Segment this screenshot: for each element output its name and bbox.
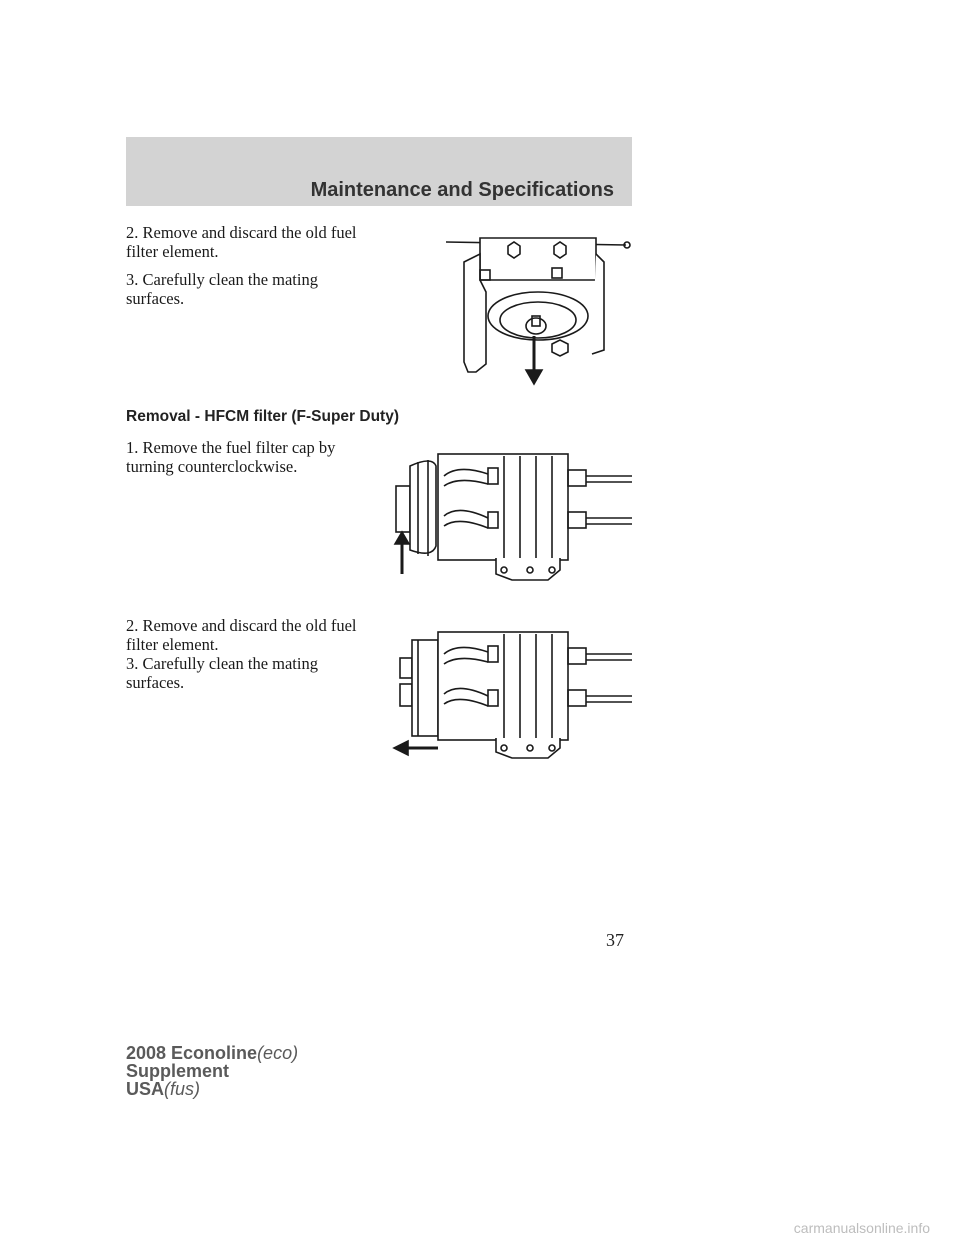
section-title: Maintenance and Specifications: [310, 179, 614, 201]
footer-market: USA: [126, 1079, 165, 1099]
hfcm-filter-cap-icon: [392, 446, 638, 586]
footer-market-code: (fus): [164, 1079, 201, 1099]
footer-model: 2008 Econoline: [126, 1043, 258, 1063]
footer-model-code: (eco): [257, 1043, 299, 1063]
watermark: carmanualsonline.info: [793, 1220, 930, 1236]
footer-supplement: Supplement: [126, 1061, 230, 1081]
step-3b-text: 3. Carefully clean the mating surfaces.: [126, 654, 318, 692]
subsection-heading: Removal - HFCM filter (F-Super Duty): [126, 408, 399, 425]
step-2-text: 2. Remove and discard the old fuel filter element.: [126, 223, 357, 261]
step-3-text: 3. Carefully clean the mating surfaces.: [126, 270, 318, 308]
fuel-filter-bottom-view-icon: [446, 232, 632, 388]
page-number: 37: [606, 930, 624, 950]
step-1-text: 1. Remove the fuel filter cap by turning counterclockwise.: [126, 438, 336, 476]
hfcm-filter-element-icon: [392, 626, 638, 770]
step-2b-text: 2. Remove and discard the old fuel filter element.: [126, 616, 357, 654]
section-header: [126, 137, 632, 206]
footer: [126, 1044, 298, 1098]
